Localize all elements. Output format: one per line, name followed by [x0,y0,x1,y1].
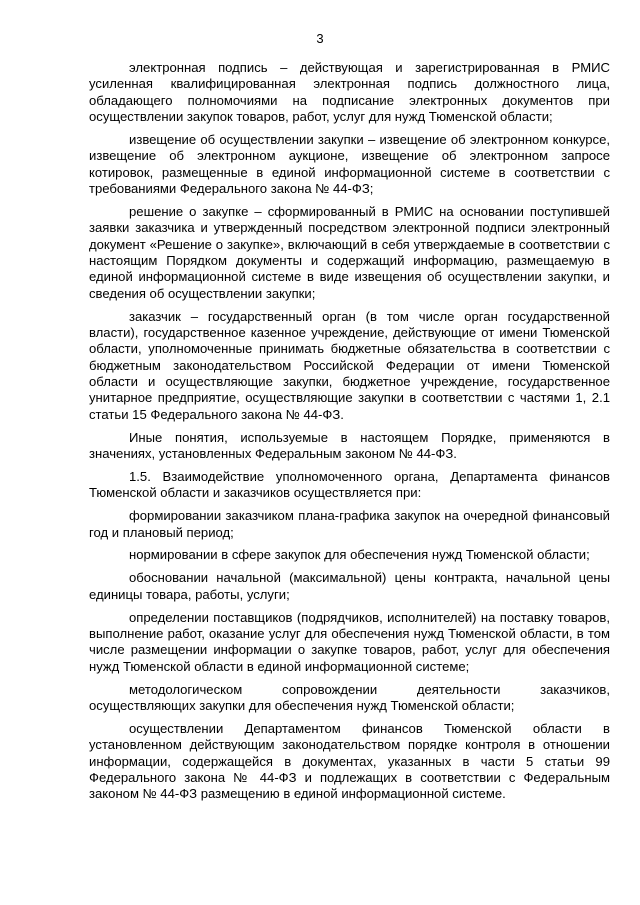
section-1-5-intro: 1.5. Взаимодействие уполномоченного органа, Департамента финансов Тюменской области и заказчиков осуществляется при: [89,468,610,501]
list-item-plan-schedule: формировании заказчиком плана-графика закупок на очередной финансовый год и плановый период; [89,508,610,540]
list-item-finance-control: осуществлении Департаментом финансов Тюменской области в установленном действующим законодательством порядке контроля в отношении информации, содержащейся в документах, указанных в части 5 статьи 99 Федерального закона № 44-ФЗ и подлежащих в соответствии с Федеральным законом № 44-ФЗ размещению в единой информационной системе. [89,720,610,802]
other-terms-paragraph: Иные понятия, используемые в настоящем Порядке, применяются в значениях, установленных Федеральным законом № 44-ФЗ. [89,429,610,461]
document-body [89,60,610,809]
definition-customer: заказчик – государственный орган (в том числе орган государственной власти), государственное казенное учреждение, действующие от имени Тюменской области, уполномоченные принимать бюджетные обязательства в соответствии с бюджетным законодательством Российской Федерации от имени Тюменской области и осуществляющие закупки, бюджетное учреждение, государственное унитарное предприятие, осуществляющие закупки в соответствии с частями 1, 2.1 статьи 15 Федерального закона № 44-ФЗ. [89,308,610,422]
definition-procurement-notice: извещение об осуществлении закупки – извещение об электронном конкурсе, извещение об электронном аукционе, извещение об электронном запросе котировок, размещенные в единой информационной системе в соответствии с требованиями Федерального закона № 44-ФЗ; [89,131,610,196]
list-item-methodological-support: методологическом сопровождении деятельности заказчиков, осуществляющих закупки для обеспечения нужд Тюменской области; [89,681,610,713]
definition-electronic-signature: электронная подпись – действующая и зарегистрированная в РМИС усиленная квалифицированная электронная подпись должностного лица, обладающего полномочиями на подписание электронных документов при осуществлении закупок товаров, работ, услуг для нужд Тюменской области; [89,60,610,125]
list-item-rationing: нормировании в сфере закупок для обеспечения нужд Тюменской области; [129,547,590,563]
page-number: 3 [316,31,324,46]
list-item-supplier-determination: определении поставщиков (подрядчиков, исполнителей) на поставку товаров, выполнение работ, оказание услуг для обеспечения нужд Тюменской области, в том числе размещении информации о закупке товаров, работ, услуг для обеспечения нужд Тюменской области в единой информационной системе; [89,609,610,674]
definition-procurement-decision: решение о закупке – сформированный в РМИС на основании поступившей заявки заказчика и утвержденный посредством электронной подписи электронный документ «Решение о закупке», включающий в себя утверждаемые в соответствии с настоящим Порядком документы и содержащий информацию, размещаемую в единой информационной системе в виде извещения об осуществлении закупки, и сведения об осуществлении закупки; [89,203,610,301]
list-item-price-justification: обосновании начальной (максимальной) цены контракта, начальной цены единицы товара, работы, услуги; [89,570,610,602]
